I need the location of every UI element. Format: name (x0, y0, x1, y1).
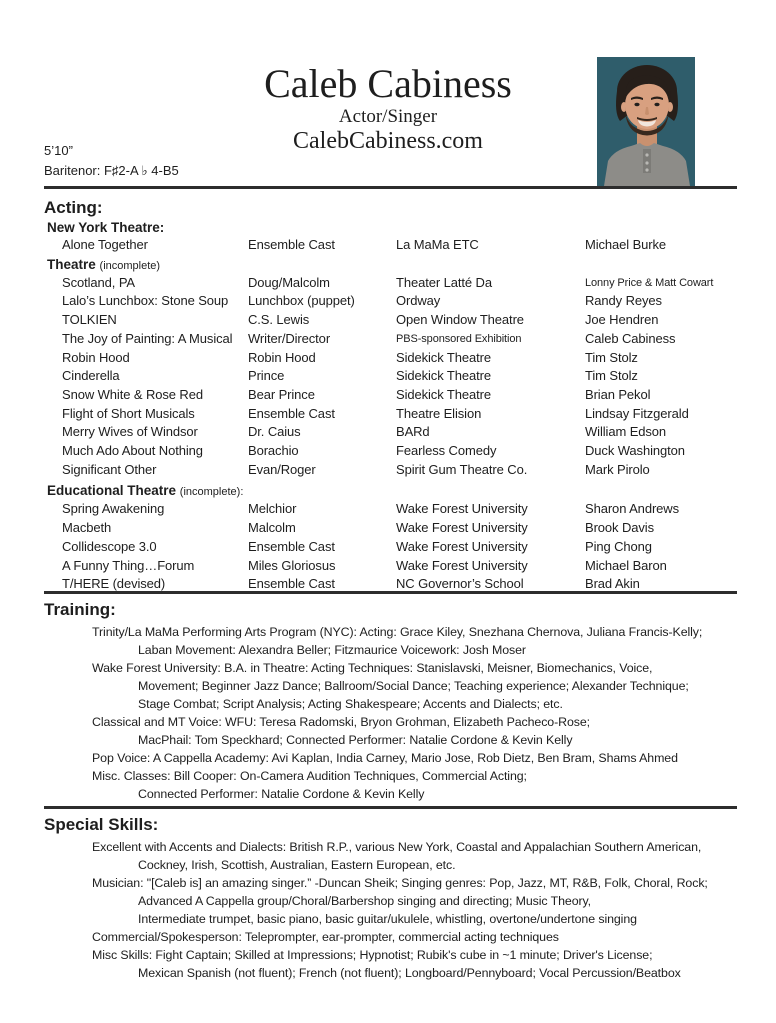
header (0, 0, 776, 190)
cell-director: Michael Baron (585, 557, 667, 573)
cell-show: Snow White & Rose Red (62, 386, 203, 402)
cell-show: Macbeth (62, 520, 112, 536)
subsection-label: New York Theatre: (47, 220, 165, 235)
cell-director: Mark Pirolo (585, 461, 650, 477)
cell-show: Cinderella (62, 368, 120, 384)
training-line: Laban Movement: Alexandra Beller; Fitzmaurice Voicework: Josh Moser (138, 643, 526, 657)
training-title: Training: (44, 600, 116, 619)
training-line: Stage Combat; Script Analysis; Acting Shakespeare; Accents and Dialects; etc. (138, 697, 563, 711)
cell-show: Alone Together (62, 237, 148, 252)
cell-role: Ensemble Cast (248, 237, 335, 252)
new-york-theatre-table (62, 236, 737, 255)
cell-show: Flight of Short Musicals (62, 405, 195, 421)
skill-line: Advanced A Cappella group/Choral/Barbershop singing and directing; Music Theory, (138, 894, 592, 908)
cell-show: Merry Wives of Windsor (62, 424, 198, 440)
table-row (62, 423, 737, 442)
educational-theatre-table (62, 500, 737, 594)
cell-show: TOLKIEN (62, 312, 117, 328)
table-row (62, 274, 737, 293)
cell-venue: NC Governor’s School (396, 576, 524, 592)
cell-venue: Sidekick Theatre (396, 386, 491, 402)
tagline: Actor/Singer (338, 106, 438, 127)
cell-venue: Theater Latté Da (396, 274, 492, 290)
cell-show: Robin Hood (62, 349, 130, 365)
height-stat: 5’10” (44, 143, 73, 158)
stats-block (44, 141, 179, 181)
cell-director: Joe Hendren (585, 312, 659, 328)
cell-venue: Ordway (396, 293, 441, 309)
cell-venue: Theatre Elision (396, 405, 482, 421)
cell-venue: Sidekick Theatre (396, 368, 491, 384)
table-row (62, 519, 737, 538)
cell-director: Brad Akin (585, 576, 640, 592)
table-row (62, 557, 737, 576)
training-line: Pop Voice: A Cappella Academy: Avi Kaplan, India Carney, Mario Jose, Rob Dietz, Ben Bram, Shams Ahmed (92, 751, 678, 765)
training-line: Classical and MT Voice: WFU: Teresa Radomski, Bryon Grohman, Elizabeth Pacheco-Rose; (92, 715, 590, 729)
table-row (62, 538, 737, 557)
training-paragraphs (0, 623, 776, 803)
cell-show: A Funny Thing…Forum (62, 557, 195, 573)
table-row (62, 349, 737, 368)
special-skills-paragraphs (0, 838, 776, 982)
table-row (62, 386, 737, 405)
cell-role: C.S. Lewis (248, 312, 310, 328)
cell-director: Sharon Andrews (585, 501, 679, 517)
cell-director: Lonny Price & Matt Cowart (585, 276, 714, 289)
subsection-note: (incomplete) (99, 259, 161, 272)
table-row (62, 442, 737, 461)
table-row (62, 461, 737, 480)
cell-venue: Wake Forest University (396, 538, 528, 554)
cell-director: Duck Washington (585, 443, 685, 459)
table-row (62, 330, 737, 349)
cell-role: Prince (248, 368, 285, 384)
cell-role: Ensemble Cast (248, 405, 335, 421)
skill-line: Misc Skills: Fight Captain; Skilled at Impressions; Hypnotist; Rubik's cube in ~1 minute; Driver's License; (92, 948, 653, 962)
cell-director: Lindsay Fitzgerald (585, 405, 689, 421)
training-line: Connected Performer: Natalie Cordone & Kevin Kelly (138, 787, 425, 801)
cell-role: Melchior (248, 501, 297, 517)
special-skills-section (0, 799, 776, 982)
cell-venue: Open Window Theatre (396, 312, 524, 328)
voice-range: Baritenor: F♯2-A ♭ 4-B5 (44, 163, 179, 178)
cell-show: The Joy of Painting: A Musical (62, 330, 233, 346)
subsection-label: Theatre (47, 256, 96, 272)
training-line: MacPhail: Tom Speckhard; Connected Performer: Natalie Cordone & Kevin Kelly (138, 733, 573, 747)
cell-venue: Fearless Comedy (396, 443, 497, 459)
cell-show: Spring Awakening (62, 501, 165, 517)
cell-director: Brian Pekol (585, 386, 651, 402)
cell-show: Much Ado About Nothing (62, 443, 203, 459)
training-line: Movement; Beginner Jazz Dance; Ballroom/Social Dance; Teaching experience; Alexander Technique; (138, 679, 689, 693)
cell-show: Collidescope 3.0 (62, 538, 157, 554)
cell-director: Brook Davis (585, 520, 654, 536)
special-skills-title: Special Skills: (44, 815, 159, 834)
training-line: Misc. Classes: Bill Cooper: On-Camera Audition Techniques, Commercial Acting; (92, 769, 527, 783)
training-line: Wake Forest University: B.A. in Theatre: Acting Techniques: Stanislavski, Meisner, Biomechanics, Voice, (92, 661, 653, 675)
table-row (62, 405, 737, 424)
subsection-heading-educational-theatre (47, 483, 776, 500)
skill-line: Cockney, Irish, Scottish, Australian, Eastern European, etc. (138, 858, 456, 872)
cell-director: Ping Chong (585, 538, 652, 554)
cell-director: Tim Stolz (585, 368, 638, 384)
subsection-heading-theatre (47, 257, 776, 274)
cell-director: Tim Stolz (585, 349, 638, 365)
table-row (62, 367, 737, 386)
training-line: Trinity/La MaMa Performing Arts Program (NYC): Acting: Grace Kiley, Snezhana Chernova, Juliana Francis-Kelly; (92, 625, 703, 639)
cell-role: Dr. Caius (248, 424, 301, 440)
cell-show: Significant Other (62, 461, 157, 477)
cell-role: Malcolm (248, 520, 296, 536)
cell-role: Borachio (248, 443, 299, 459)
cell-role: Bear Prince (248, 386, 315, 402)
cell-role: Writer/Director (248, 330, 331, 346)
cell-venue: BARd (396, 424, 430, 440)
skill-line: Commercial/Spokesperson: Teleprompter, ear-prompter, commercial acting techniques (92, 930, 559, 944)
skill-line: Mexican Spanish (not fluent); French (not fluent); Longboard/Pennyboard; Vocal Percussion/Beatbox (138, 966, 681, 980)
cell-role: Robin Hood (248, 349, 316, 365)
cell-show: T/HERE (devised) (62, 576, 166, 592)
cell-role: Evan/Roger (248, 461, 316, 477)
table-row (62, 292, 737, 311)
cell-venue: PBS-sponsored Exhibition (396, 332, 522, 345)
cell-role: Doug/Malcolm (248, 274, 330, 290)
cell-role: Ensemble Cast (248, 538, 335, 554)
cell-director: Caleb Cabiness (585, 330, 676, 346)
website-text: CalebCabiness.com (293, 128, 483, 154)
cell-venue: Wake Forest University (396, 557, 528, 573)
cell-role: Miles Gloriosus (248, 557, 336, 573)
cell-role: Ensemble Cast (248, 576, 335, 592)
table-row (62, 236, 737, 255)
cell-director: Michael Burke (585, 237, 667, 252)
skill-line: Musician: "[Caleb is] an amazing singer.” -Duncan Sheik; Singing genres: Pop, Jazz, MT, R&B, Folk, Choral, Rock; (92, 876, 708, 890)
cell-director: Randy Reyes (585, 293, 662, 309)
acting-title: Acting: (44, 198, 103, 217)
headshot-illustration (597, 57, 695, 186)
skill-line: Excellent with Accents and Dialects: British R.P., various New York, Coastal and Appalachian Southern American, (92, 840, 702, 854)
cell-show: Lalo’s Lunchbox: Stone Soup (62, 293, 229, 309)
skill-line: Intermediate trumpet, basic piano, basic guitar/ukulele, whistling, overtone/undertone singing (138, 912, 637, 926)
acting-section (0, 190, 776, 594)
cell-venue: Wake Forest University (396, 501, 528, 517)
section-divider (44, 186, 737, 189)
cell-director: William Edson (585, 424, 667, 440)
cell-show: Scotland, PA (62, 274, 135, 290)
cell-venue: Spirit Gum Theatre Co. (396, 461, 528, 477)
page-title: Caleb Cabiness (264, 61, 512, 106)
subsection-note: (incomplete): (179, 486, 244, 499)
cell-venue: La MaMa ETC (396, 237, 479, 252)
theatre-table (62, 274, 737, 480)
table-row (62, 500, 737, 519)
headshot-photo (597, 57, 695, 186)
cell-venue: Wake Forest University (396, 520, 528, 536)
cell-venue: Sidekick Theatre (396, 349, 491, 365)
table-row (62, 311, 737, 330)
cell-role: Lunchbox (puppet) (248, 293, 355, 309)
subsection-heading-new-york-theatre (47, 219, 776, 236)
training-section (0, 584, 776, 803)
subsection-label: Educational Theatre (47, 483, 177, 499)
